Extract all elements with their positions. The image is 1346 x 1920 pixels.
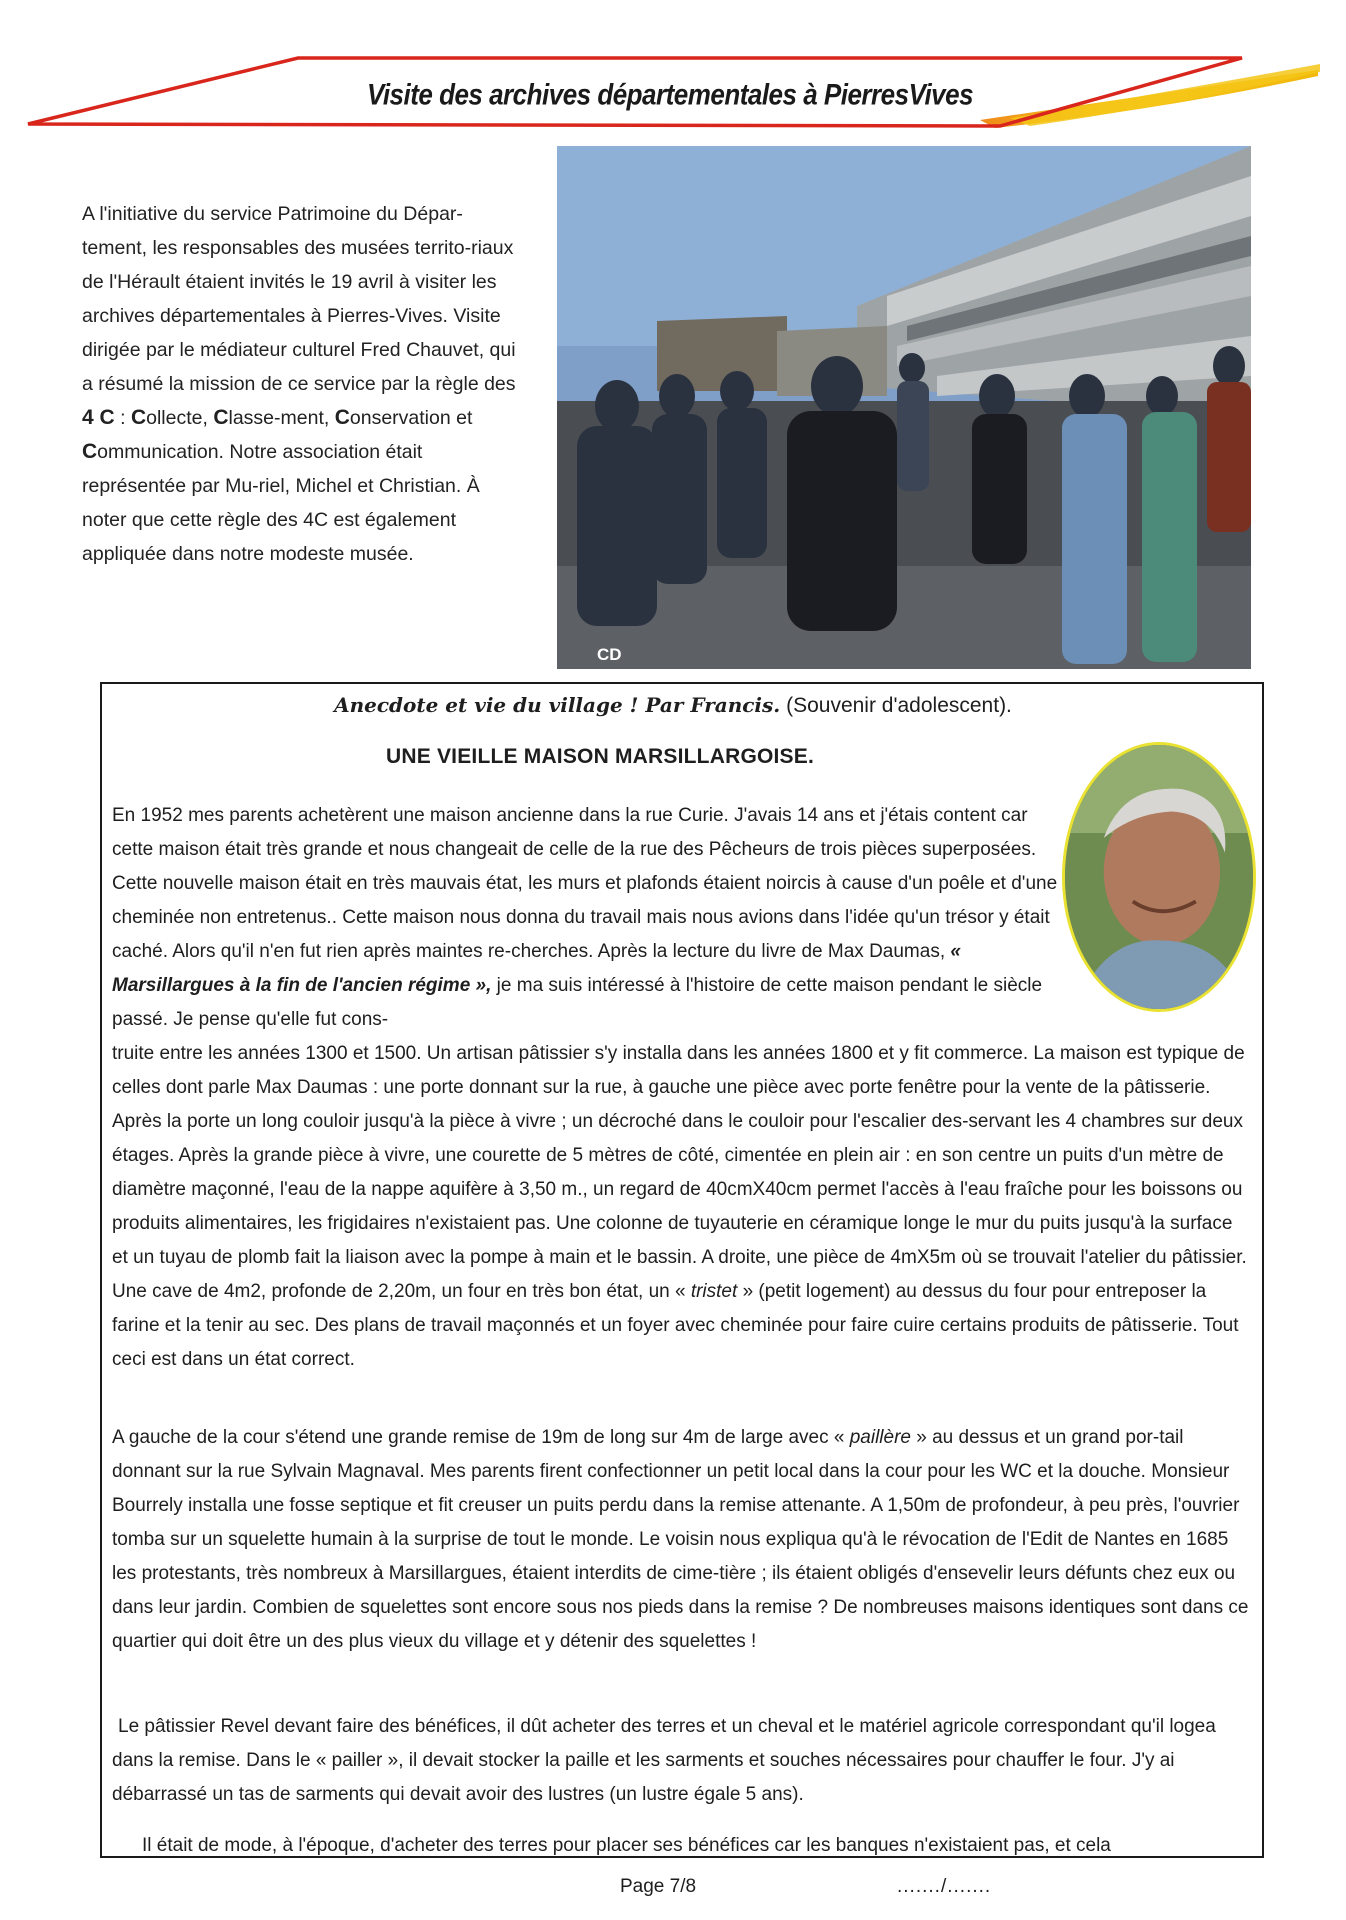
page-number: Page 7/8 (620, 1876, 697, 1897)
term-tristet: tristet (690, 1281, 738, 1302)
article-paragraph-4: Il était de mode, à l'époque, d'acheter des terres pour placer ses bénéfices car les banques n'existaient pas, et cela (142, 1835, 1111, 1856)
paragraph-text: je ma suis intéressé à l'histoire de cette maison pendant le siècle passé. Je pense qu'elle fut cons- (112, 975, 1043, 1030)
page-title: Visite des archives départementales à PierresVives (366, 76, 974, 111)
bold-letter: C (213, 406, 229, 429)
book-title: « Marsillargues à la fin de l'ancien régime », (112, 941, 961, 996)
intro-text: ollecte, (146, 407, 214, 429)
article-paragraph-2 (112, 1421, 1252, 1659)
author-portrait (1062, 742, 1256, 1012)
bold-letter: 4 C (82, 406, 115, 429)
byline-note: (Souvenir d'adolescent). (786, 694, 1012, 717)
bold-letter: C (334, 406, 350, 429)
article-paragraph-1a (112, 799, 1062, 1037)
photo-credit: CD (597, 645, 622, 664)
article-title: UNE VIEILLE MAISON MARSILLARGOISE. (386, 745, 814, 768)
byline-script: Anecdote et vie du village ! Par Francis. (334, 693, 781, 717)
intro-text: : (114, 407, 131, 429)
intro-text: onservation et (349, 407, 473, 429)
article-paragraph-1b (112, 1037, 1252, 1377)
paragraph-text: En 1952 mes parents achetèrent une maison ancienne dans la rue Curie. J'avais 14 ans et j'étais content car cette maison était très grande et nous changeait de celle de la rue des Pêcheurs de trois pièces superposées. Cette nouvelle maison était en très mauvais état, les murs et plafonds étaient noircis à cause d'un poêle et d'une cheminée non entretenus.. Cette maison nous donna du travail mais nous avions dans l'idée qu'un trésor y était caché. Alors qu'il n'en fut rien après maintes re-cherches. Après la lecture du livre de Max Daumas, (112, 805, 1058, 962)
paragraph-text: truite entre les années 1300 et 1500. Un artisan pâtissier s'y installa dans les années 1800 et y fit commerce. La maison est typique de celles dont parle Max Daumas : une porte donnant sur la rue, à gauche une pièce avec porte fenêtre pour la vente de la pâtisserie. Après la porte un long couloir jusqu'à la pièce à vivre ; un décroché dans le couloir pour l'escalier des-servant les 4 chambres sur deux étages. Après la grande pièce à vivre, une courette de 5 mètres de côté, cimentée en plein air : en son centre un puits d'un mètre de diamètre maçonné, l'eau de la nappe aquifère à 3,50 m., un regard de 40cmX40cm permet l'accès à l'eau fraîche pour les boissons ou produits alimentaires, les frigidaires n'existaient pas. Une colonne de tuyauterie en céramique longe le mur du puits jusqu'à la surface et un tuyau de plomb fait la liaison avec la pompe à main et le bassin. A droite, une pièce de 4mX5m où se trouvait l'atelier du pâtissier. Une cave de 4m2, profonde de 2,20m, un four en très bon état, un « (112, 1043, 1247, 1302)
article-byline (0, 693, 1346, 718)
paragraph-text: » (petit logement) au dessus du four pour entreposer la farine et la tenir au sec. Des plans de travail maçonnés et un foyer avec cheminée pour faire cuire certains produits de pâtisserie. Tout ceci est dans un état correct. (112, 1281, 1239, 1370)
term-paillere: paillère (849, 1427, 911, 1448)
intro-text: A l'initiative du service Patrimoine du Dépar-tement, les responsables des musées territo-riaux de l'Hérault étaient invités le 19 avril à visiter les archives départementales à Pierres-Vives. Visite dirigée par le médiateur culturel Fred Chauvet, qui a résumé la mission de ce service par la règle des (82, 203, 516, 395)
intro-text: lasse-ment, (228, 407, 335, 429)
paragraph-text: A gauche de la cour s'étend une grande remise de 19m de long sur 4m de large avec « (112, 1427, 845, 1448)
bold-letter: C (130, 406, 147, 429)
bold-letter: C (82, 440, 98, 463)
paragraph-text: » au dessus et un grand por-tail donnant sur la rue Sylvain Magnaval. Mes parents firent confectionner un petit local dans la cour pour les WC et la douche. Monsieur Bourrely installa une fosse septique et fit creuser un puits perdu dans la remise attenante. A 1,50m de profondeur, à peu près, l'ouvrier tomba sur un squelette humain à la surprise de tout le monde. Le voisin nous expliqua qu'à le révocation de l'Edit de Nantes en 1685 les protestants, très nombreux à Marsillargues, étaient interdits de cime-tière ; ils étaient obligés d'ensevelir leurs défunts chez eux ou dans leur jardin. Combien de squelettes sont encore sous nos pieds dans la remise ? De nombreuses maisons identiques sont dans ce quartier qui doit être un des plus vieux du village et y détenir des squelettes ! (112, 1427, 1249, 1652)
article-paragraph-3: Le pâtissier Revel devant faire des bénéfices, il dût acheter des terres et un cheval et le matériel agricole correspondant qu'il logea dans la remise. Dans le « pailler », il devait stocker la paille et les sarments et souches nécessaires pour chauffer le four. J'y ai débarrassé un tas de sarments qui devait avoir des lustres (un lustre égale 5 ans). (112, 1716, 1216, 1805)
continuation-mark: ......./....... (897, 1876, 992, 1897)
intro-paragraph (82, 197, 520, 571)
group-visit-photo (557, 146, 1251, 669)
intro-text: ommunication. Notre association était représentée par Mu-riel, Michel et Christian. À noter que cette règle des 4C est également appliquée dans notre modeste musée. (82, 441, 480, 565)
